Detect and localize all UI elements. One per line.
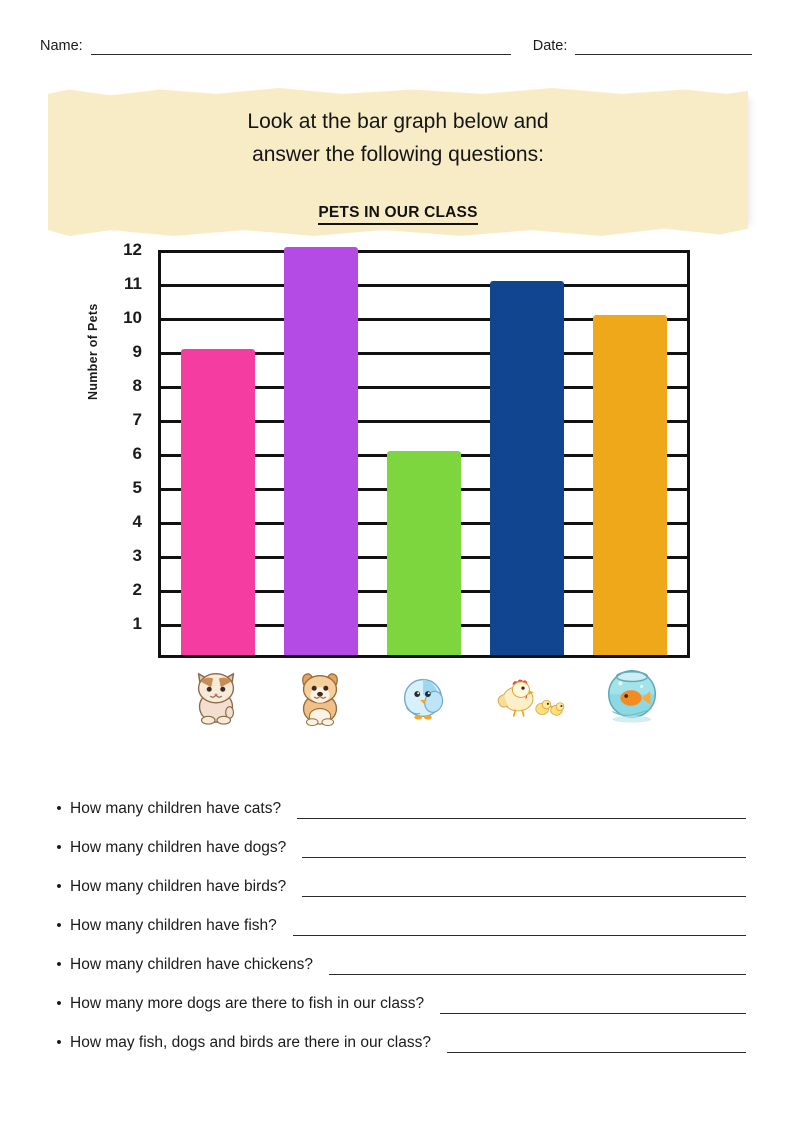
bars-group xyxy=(161,250,687,655)
y-tick-7: 7 xyxy=(132,410,142,429)
question-text: How many children have chickens? xyxy=(70,956,313,973)
y-tick-5: 5 xyxy=(132,478,142,497)
answer-input[interactable] xyxy=(440,999,746,1014)
date-label: Date: xyxy=(532,38,568,54)
question-row xyxy=(48,1034,746,1053)
bullet-icon: • xyxy=(56,878,62,895)
question-row xyxy=(48,956,746,975)
cat-icon xyxy=(179,660,253,732)
instruction-text xyxy=(48,106,748,171)
instruction-line-2: answer the following questions: xyxy=(252,142,544,166)
answer-input[interactable] xyxy=(297,804,746,819)
bullet-icon: • xyxy=(56,917,62,934)
question-row xyxy=(48,878,746,897)
instruction-line-1: Look at the bar graph below and xyxy=(247,110,549,133)
chicken-icon xyxy=(491,660,565,732)
category-icons xyxy=(158,660,690,736)
y-tick-1: 1 xyxy=(132,614,142,633)
question-text: How many children have birds? xyxy=(70,878,287,895)
bullet-icon: • xyxy=(56,956,62,973)
question-text: How many children have fish? xyxy=(70,917,277,934)
bar-fish xyxy=(593,315,667,655)
question-text: How may fish, dogs and birds are there in our class? xyxy=(70,1034,431,1051)
answer-input[interactable] xyxy=(329,960,746,975)
answer-input[interactable] xyxy=(293,921,746,936)
bird-icon xyxy=(387,660,461,732)
question-row xyxy=(48,917,746,936)
bullet-icon: • xyxy=(56,839,62,856)
instruction-banner xyxy=(48,88,748,236)
y-tick-6: 6 xyxy=(132,444,142,463)
bullet-icon: • xyxy=(56,800,62,817)
date-input[interactable] xyxy=(575,41,752,55)
plot-area xyxy=(158,250,690,658)
y-axis-ticks xyxy=(108,240,148,658)
answer-input[interactable] xyxy=(447,1038,746,1053)
answer-input[interactable] xyxy=(302,843,746,858)
y-tick-2: 2 xyxy=(132,580,142,599)
bar-bird xyxy=(387,451,461,655)
question-row xyxy=(48,839,746,858)
worksheet-header xyxy=(40,38,752,55)
y-tick-11: 11 xyxy=(124,274,142,293)
bar-chicken xyxy=(490,281,564,655)
y-tick-8: 8 xyxy=(132,376,142,395)
answer-input[interactable] xyxy=(302,882,746,897)
question-text: How many more dogs are there to fish in our class? xyxy=(70,995,425,1012)
fishbowl-icon xyxy=(595,660,669,732)
name-input[interactable] xyxy=(91,41,511,55)
y-tick-10: 10 xyxy=(123,308,142,327)
y-tick-12: 12 xyxy=(123,240,142,259)
y-tick-3: 3 xyxy=(132,546,142,565)
question-row xyxy=(48,800,746,819)
question-list xyxy=(48,800,746,1073)
y-tick-4: 4 xyxy=(132,512,142,531)
name-label: Name: xyxy=(40,38,83,54)
bullet-icon: • xyxy=(56,995,62,1012)
chart-title xyxy=(48,204,748,222)
question-row xyxy=(48,995,746,1014)
y-axis-label: Number of Pets xyxy=(86,303,100,400)
question-text: How many children have cats? xyxy=(70,800,282,817)
question-text: How many children have dogs? xyxy=(70,839,287,856)
bar-cat xyxy=(181,349,255,655)
y-tick-9: 9 xyxy=(132,342,142,361)
chart-title-text: PETS IN OUR CLASS xyxy=(318,204,477,225)
dog-icon xyxy=(283,660,357,732)
bar-chart xyxy=(84,240,704,670)
bullet-icon: • xyxy=(56,1034,62,1051)
bar-dog xyxy=(284,247,358,655)
